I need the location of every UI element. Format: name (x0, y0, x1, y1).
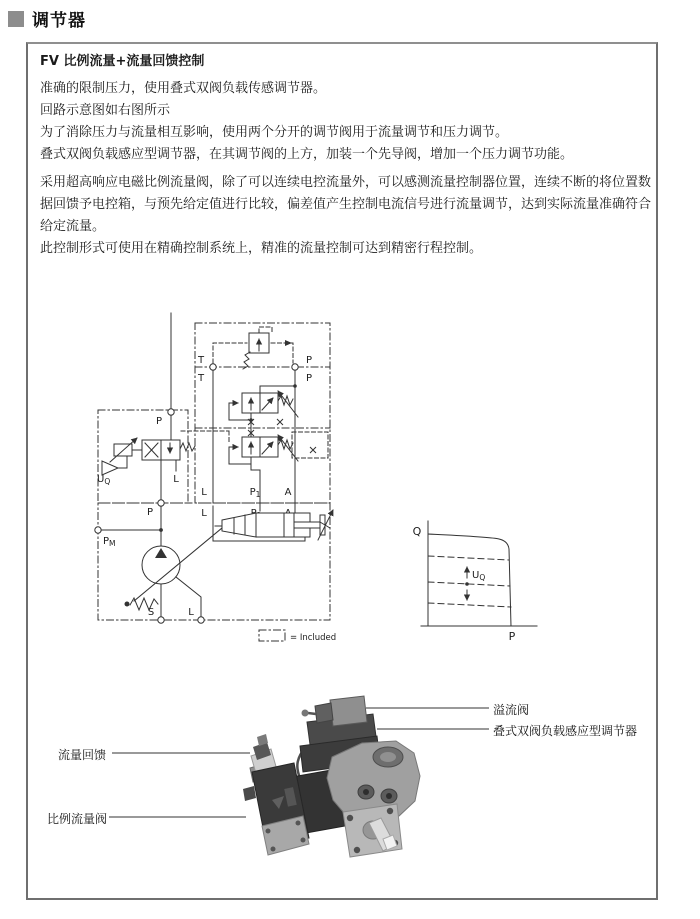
port-label-T: T (197, 373, 205, 384)
paragraph: 采用超高响应电磁比例流量阀，除了可以连续电控流量外，可以感测流量控制器位置，连续不断的将位置数据回馈予电控箱，与预先给定值进行比较，偏差值产生控制电流信号进行流量调节，达到实际流量准确符合给定流量。 (40, 175, 652, 234)
photo-label-flow-feedback: 流量回馈 (58, 748, 107, 762)
port-label-L: L (173, 474, 179, 485)
paragraph: 叠式双阀负载感应型调节器，在其调节阀的上方，加装一个先导阀，增加一个压力调节功能。 (40, 147, 574, 162)
legend-text: = Included (290, 633, 337, 643)
flow-compensator-valve-lower (229, 435, 298, 511)
paragraph: 回路示意图如右图所示 (40, 103, 171, 118)
paragraph: 此控制形式可使用在精确控制系统上，精准的流量控制可达到精密行程控制。 (40, 241, 483, 256)
photo-label-proportional-flow-valve: 比例流量阀 (47, 812, 108, 826)
pq-characteristic-chart (413, 521, 537, 643)
port-label-P1: $P_1$ (249, 487, 261, 499)
port-label-T: T (197, 355, 205, 366)
photo-label-relief-valve: 溢流阀 (493, 703, 530, 717)
stroking-cylinder-symbol (215, 510, 333, 540)
proportional-pilot-valve (97, 431, 229, 518)
signal-label-UQ: $U_Q$ (97, 474, 111, 486)
port-label-L: L (201, 508, 207, 519)
paragraph: 准确的限制压力，使用叠式双阀负载传感调节器。 (40, 81, 327, 96)
port-label-L: L (201, 487, 207, 498)
page-title: 调节器 (32, 11, 86, 31)
product-photo (243, 696, 420, 857)
port-label-P: P (305, 355, 313, 366)
pressure-supply-line (156, 313, 174, 440)
port-label-S: S (147, 607, 155, 618)
legend (259, 630, 336, 643)
axis-label-P: P (508, 630, 516, 643)
content-heading: FV 比例流量+流量回馈控制 (40, 54, 205, 69)
flow-compensator-valve-upper (229, 384, 298, 437)
port-label-A: A (284, 487, 292, 498)
port-label-P: P (305, 373, 313, 384)
annotation-UQ: $U_Q$ (472, 570, 486, 582)
variable-displacement-pump-symbol (125, 506, 234, 623)
photo-label-stacked-dual-valve-regulator: 叠式双阀负载感应型调节器 (493, 724, 638, 738)
axis-label-Q: Q (412, 525, 422, 538)
port-label-PM: $P_M$ (103, 536, 116, 548)
relief-valve-photo-part (330, 696, 367, 726)
port-label-P: P (146, 507, 154, 518)
port-label-P: P (155, 416, 163, 427)
port-label-L: L (188, 607, 194, 618)
paragraph: 为了消除压力与流量相互影响，使用两个分开的调节阀用于流量调节和压力调节。 (40, 125, 509, 140)
port-PM (95, 527, 163, 548)
relief-valve-symbol (213, 327, 293, 369)
